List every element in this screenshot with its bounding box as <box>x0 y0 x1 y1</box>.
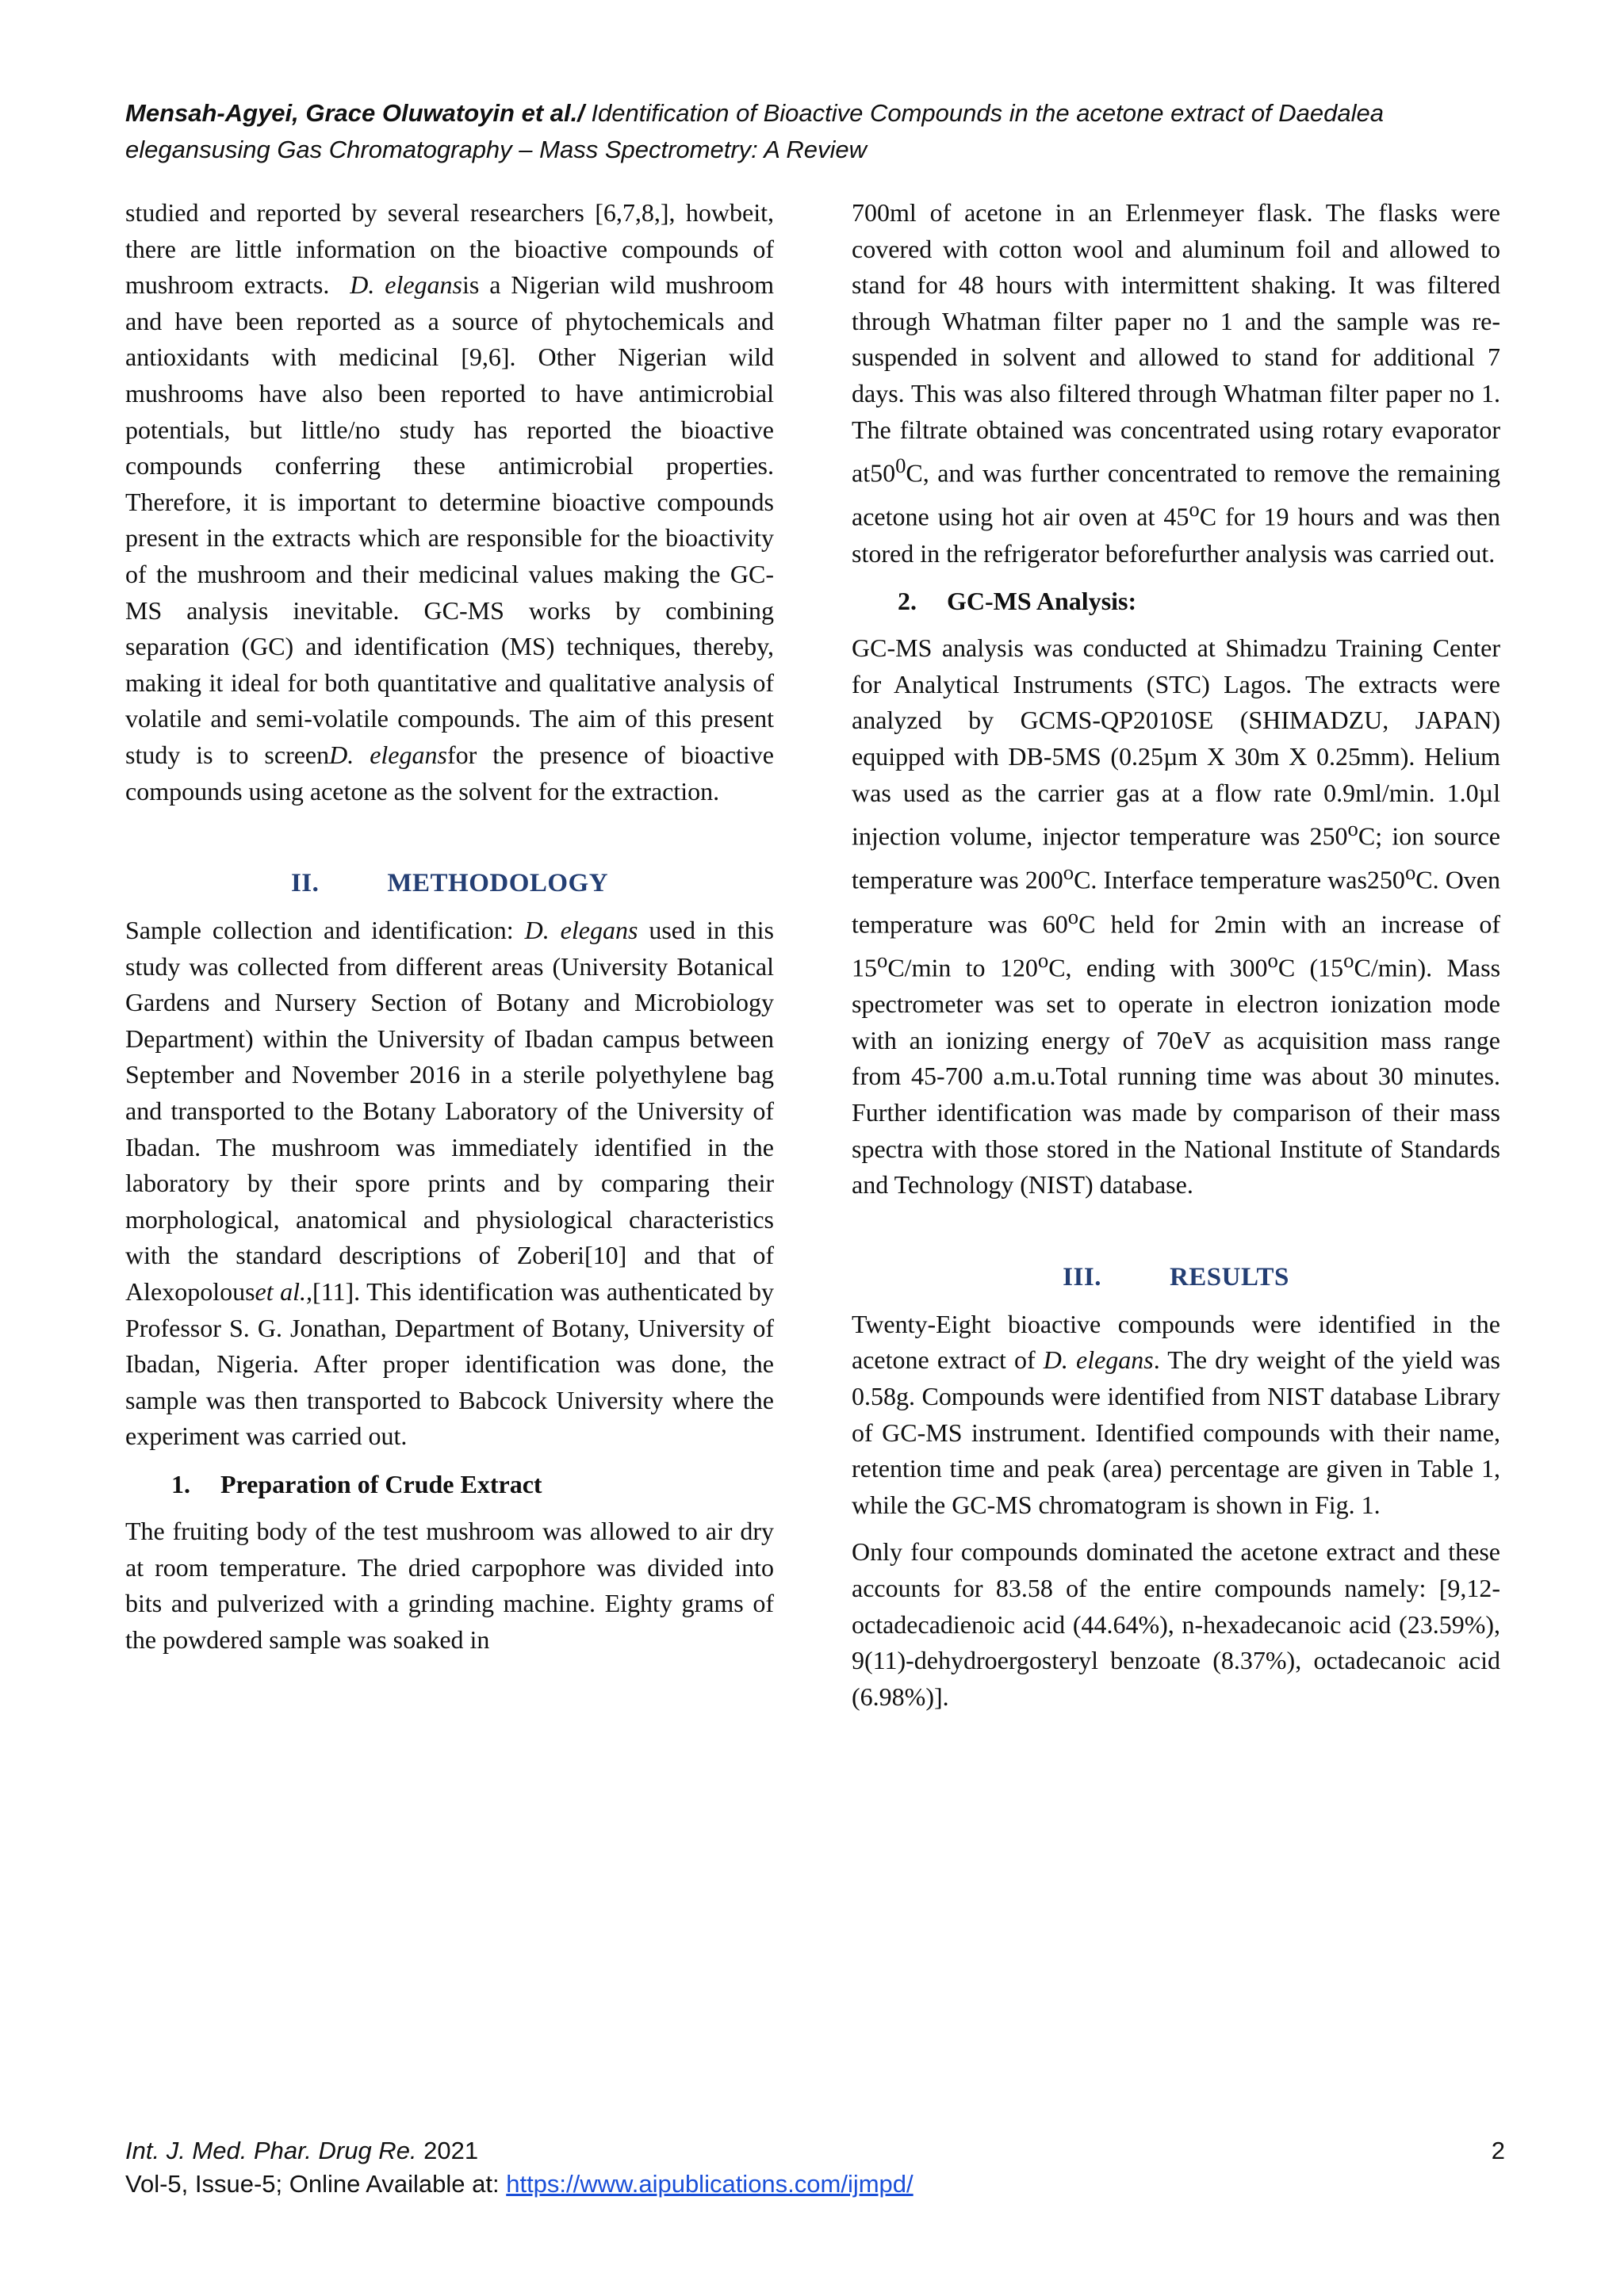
results-paragraph-2: Only four compounds dominated the acetone extract and these accounts for 83.58 of the entire compounds namely: [9,12- octadecadienoic acid (44.64%), n-hexadecanoic acid (23.59%), 9(11)-dehydroergosteryl benzoate (8.37%), octadecanoic acid (6.98%)]. <box>852 1537 1500 1711</box>
right-column <box>852 195 1500 1715</box>
left-column <box>125 195 774 1658</box>
results-heading: III. RESULTS <box>1063 1262 1289 1292</box>
crude-extract-paragraph: The fruiting body of the test mushroom was allowed to air dry at room temperature. The dried carpophore was divided into bits and pulverized with a grinding machine. Eighty grams of the powdered sample was soaked in <box>125 1517 774 1654</box>
gcms-analysis-heading: 2. GC-MS Analysis: <box>898 587 1137 616</box>
journal-url-link[interactable]: https://www.aipublications.com/ijmpd/ <box>506 2170 914 2198</box>
footer-volume: Vol-5, Issue-5; Online Available at: <box>125 2170 507 2198</box>
page-number: 2 <box>1491 2137 1505 2164</box>
footer-journal: Int. J. Med. Phar. Drug Re. <box>125 2137 417 2164</box>
header-title: Identification of Bioactive Compounds in the acetone extract of Daedalea elegansusing Gas Chromatography – Mass Spectrometry: A Review <box>125 99 1384 163</box>
footer-journal-line <box>125 2134 1505 2168</box>
footer-volume-line <box>125 2168 1505 2201</box>
sample-collection-paragraph: Sample collection and identification: D. elegans used in this study was collected from different areas (University Botanical Gardens and Nursery Section of Botany and Microbiology Department) within the University of Ibadan campus between September and November 2016 in a sterile polyethylene bag and transported to the Botany Laboratory of the University of Ibadan. The mushroom was immediately identified in the laboratory by their spore prints and by comparing their morphological, anatomical and physiological characteristics with the standard descriptions of Zoberi[10] and that of Alexopolouset al.,[11]. This identification was authenticated by Professor S. G. Jonathan, Department of Botany, University of Ibadan, Nigeria. After proper identification was done, the sample was then transported to Babcock University where the experiment was carried out. <box>125 916 775 1451</box>
running-header <box>125 95 1505 168</box>
gcms-analysis-paragraph: GC-MS analysis was conducted at Shimadzu Training Center for Analytical Instruments (STC) Lagos. The extracts were analyzed by GCMS-QP2010SE (SHIMADZU, JAPAN) equipped with DB-5MS (0.25µm X 30m X 0.25mm). Helium was used as the carrier gas at a flow rate 0.9ml/min. 1.0µl injection volume, injector temperature was 250$^o$C; ion source temperature was 200$^o$C. Interface temperature was250$^o$C. Oven temperature was 60$^o$C held for 2min with an increase of 15$^o$C/min to 120$^o$C, ending with 300$^o$C (15$^o$C/min). Mass spectrometer was set to operate in electron ionization mode with an ionizing energy of 70eV as acquisition mass range from 45-700 a.m.u.Total running time was about 30 minutes. Further identification was made by comparison of their mass spectra with those stored in the National Institute of Standards and Technology (NIST) database. <box>852 633 1501 1200</box>
header-authors: Mensah-Agyei, Grace Oluwatoyin et al./ <box>125 99 584 127</box>
footer-year: 2021 <box>416 2137 479 2164</box>
results-paragraph-1: Twenty-Eight bioactive compounds were identified in the acetone extract of D. elegans. The dry weight of the yield was 0.58g. Compounds were identified from NIST database Library of GC-MS instrument. Identified compounds with their name, retention time and peak (area) percentage are given in Table 1, while the GC-MS chromatogram is shown in Fig. 1. <box>852 1309 1501 1519</box>
crude-extract-heading: 1. Preparation of Crude Extract <box>171 1470 542 1498</box>
crude-extract-continued-paragraph: 700ml of acetone in an Erlenmeyer flask. The flasks were covered with cotton wool and aluminum foil and allowed to stand for 48 hours with intermittent shaking. It was filtered through Whatman filter paper no 1 and the sample was re-suspended in solvent and allowed to stand for additional 7 days. This was also filtered through Whatman filter paper no 1. The filtrate obtained was concentrated using rotary evaporator $at50^0C$, and was further concentrated to remove the remaining acetone using hot air oven at 45$^o$C for 19 hours and was then stored in the refrigerator beforefurther analysis was carried out. <box>852 198 1501 568</box>
methodology-heading: II. METHODOLOGY <box>290 869 609 898</box>
intro-paragraph: studied and reported by several researchers [6,7,8,], howbeit, there are little information on the bioactive compounds of mushroom extracts. D. elegansis a Nigerian wild mushroom and have been reported as a source of phytochemicals and antioxidants with medicinal [9,6]. Other Nigerian wild mushrooms have also been reported to have antimicrobial potentials, but little/no study has reported the bioactive compounds conferring these antimicrobial properties. Therefore, it is important to determine bioactive compounds present in the extracts which are responsible for the bioactivity of the mushroom and their medicinal values making the GC-MS analysis inevitable. GC-MS works by combining separation (GC) and identification (MS) techniques, thereby, making it ideal for both quantitative and qualitative analysis of volatile and semi-volatile compounds. The aim of this present study is to screenD. elegansfor the presence of bioactive compounds using acetone as the solvent for the extraction. <box>125 198 775 806</box>
page-footer <box>125 2134 1505 2201</box>
